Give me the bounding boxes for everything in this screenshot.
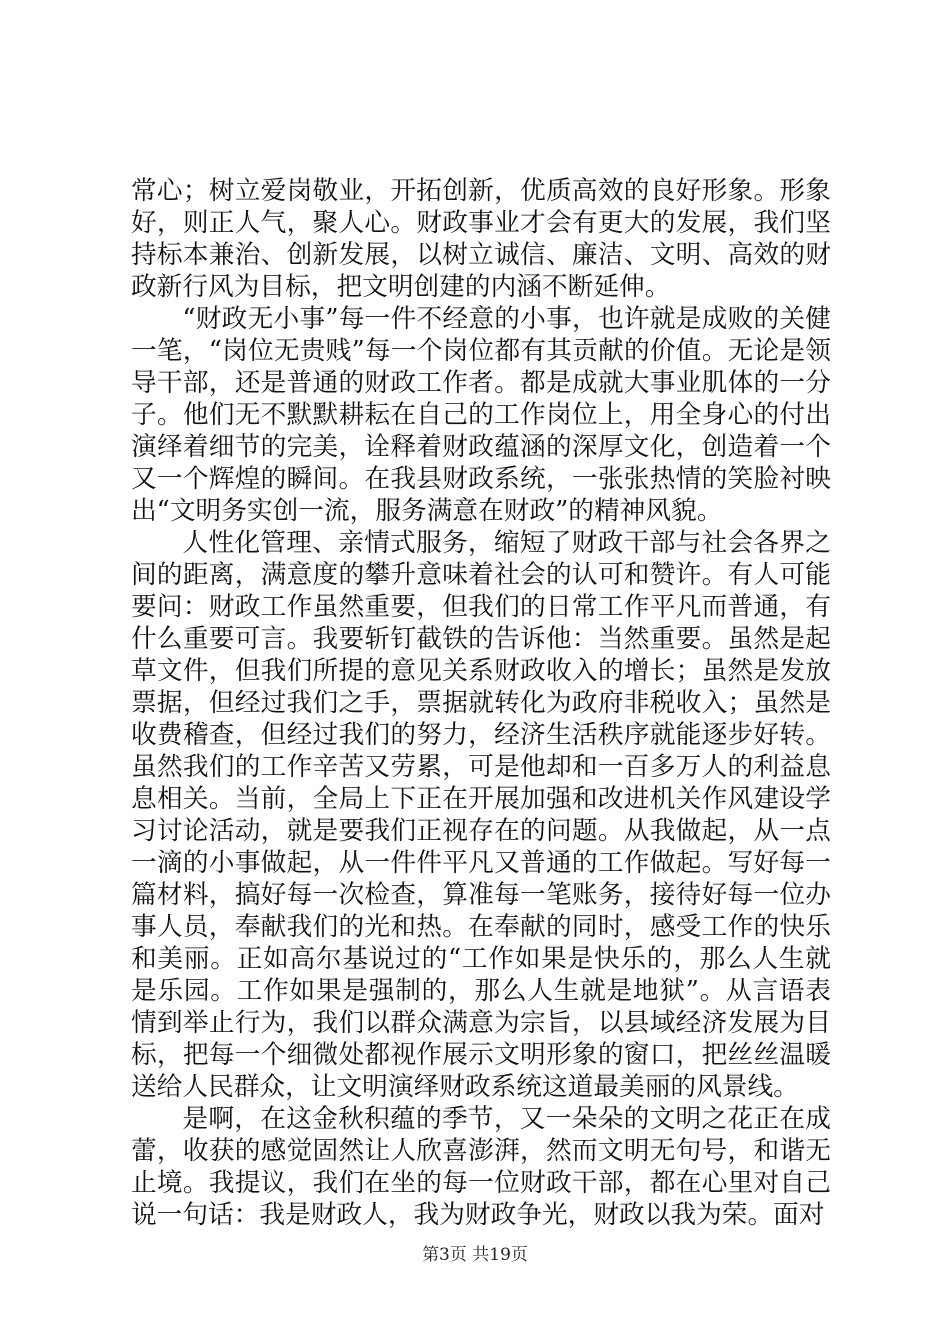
page-footer: 第3页 共19页 [422, 1245, 528, 1265]
paragraph-3: 人性化管理、亲情式服务，缩短了财政干部与社会各界之间的距离，满意度的攀升意味着社会的认可和赞许。有人可能要问：财政工作虽然重要，但我们的日常工作平凡而普通，有什么重要可言。我要斩钉截铁的告诉他：当然重要。虽然是起草文件，但我们所提的意见关系财政收入的增长；虽然是发放票据，但经过我们之手，票据就转化为政府非税收入；虽然是收费稽查，但经过我们的努力，经济生活秩序就能逐步好转。虽然我们的工作辛苦又劳累，可是他却和一百多万人的利益息息相关。当前，全局上下正在开展加强和改进机关作风建设学习讨论活动，就是要我们正视存在的问题。从我做起，从一点一滴的小事做起，从一件件平凡又普通的工作做起。写好每一篇材料，搞好每一次检查，算准每一笔账务，接待好每一位办事人员，奉献我们的光和热。在奉献的同时，感受工作的快乐和美丽。正如高尔基说过的“工作如果是快乐的，那么人生就是乐园。工作如果是强制的，那么人生就是地狱”。从言语表情到举止行为，我们以群众满意为宗旨，以县域经济发展为目标，把每一个细微处都视作展示文明形象的窗口，把丝丝温暖送给人民群众，让文明演绎财政系统这道最美丽的风景线。 [131, 528, 831, 1102]
paragraph-2: “财政无小事”每一件不经意的小事，也许就是成败的关健一笔，“岗位无贵贱”每一个岗位都有其贡献的价值。无论是领导干部，还是普通的财政工作者。都是成就大事业肌体的一分子。他们无不默默耕耘在自己的工作岗位上，用全身心的付出演绎着细节的完美，诠释着财政蕴涵的深厚文化，创造着一个又一个辉煌的瞬间。在我县财政系统，一张张热情的笑脸衬映出“文明务实创一流，服务满意在财政”的精神风貌。 [131, 304, 831, 526]
paragraph-1: 常心；树立爱岗敬业，开拓创新，优质高效的良好形象。形象好，则正人气，聚人心。财政事业才会有更大的发展，我们坚持标本兼治、创新发展，以树立诚信、廉洁、文明、高效的财政新行风为目标，把文明创建的内涵不断延伸。 [131, 176, 831, 302]
paragraph-4: 是啊，在这金秋积蕴的季节，又一朵朵的文明之花正在成蕾，收获的感觉固然让人欣喜澎湃，然而文明无句号，和谐无止境。我提议，我们在坐的每一位财政干部，都在心里对自己说一句话：我是财政人，我为财政争光，财政以我为荣。面对 [131, 1104, 831, 1230]
body-text [131, 175, 831, 1231]
